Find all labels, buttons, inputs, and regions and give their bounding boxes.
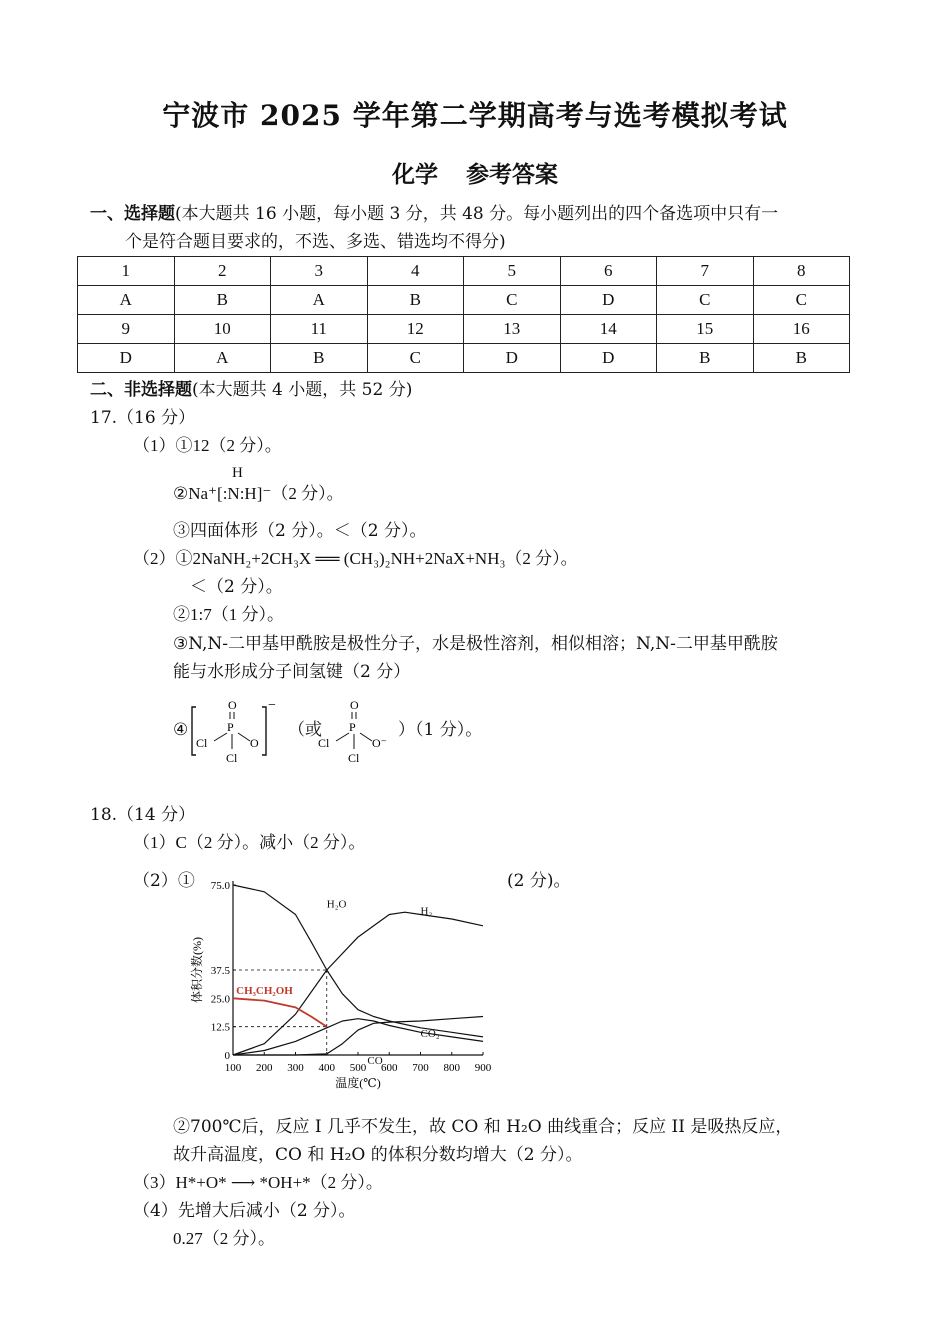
y-tick-label: 75.0: [210, 880, 230, 892]
series-line: [233, 885, 483, 1037]
x-tick-label: 600: [381, 1062, 398, 1074]
series-line: [233, 998, 327, 1026]
table-row: [78, 344, 850, 373]
struct1-p: P: [227, 720, 234, 734]
struct1-o-top: O: [228, 698, 237, 712]
table-cell: C: [753, 286, 850, 315]
struct1-o-right: O: [250, 736, 259, 750]
table-cell: 9: [78, 315, 175, 344]
y-axis-label: 体积分数(%): [190, 937, 204, 1003]
table-cell: A: [174, 344, 271, 373]
struct2-cl-bottom: Cl: [348, 751, 360, 765]
q17-p2-3a: ③N,N-二甲基甲酰胺是极性分子，水是极性溶剂，相似相溶；N,N-二甲基甲酰胺: [173, 634, 778, 654]
series-label: CH₃CH₂OH: [236, 984, 293, 997]
q17-p2-4-num: ④: [173, 720, 189, 740]
q18-p2-label: （2）①: [133, 871, 195, 891]
table-cell: 14: [560, 315, 657, 344]
table-cell: C: [657, 286, 754, 315]
x-tick-label: 900: [474, 1062, 492, 1074]
q17-p1-2-score: （2 分）。: [271, 484, 344, 503]
table-cell: C: [367, 344, 464, 373]
section2-line: [90, 378, 412, 402]
y-tick-label: 0: [224, 1050, 230, 1062]
subject-name: 化学: [392, 161, 438, 188]
q17-p1-3: ③四面体形（2 分）。＜（2 分）。: [173, 521, 427, 541]
section2-heading: 二、非选择题: [90, 380, 192, 400]
q18-p2-2b: 故升高温度，CO 和 H₂O 的体积分数均增大（2 分）。: [173, 1145, 583, 1165]
q18-head: 18.（14 分）: [90, 805, 196, 825]
q18-p4: （4）先增大后减小（2 分）。: [133, 1201, 356, 1221]
table-cell: B: [753, 344, 850, 373]
table-cell: A: [271, 286, 368, 315]
table-row: [78, 315, 850, 344]
series-label: CO: [367, 1055, 383, 1068]
table-cell: 5: [464, 257, 561, 286]
table-cell: 12: [367, 315, 464, 344]
series-label: H₂: [420, 905, 433, 918]
q17-p2-4-score: ）（1 分）。: [398, 720, 483, 740]
struct-bracketed: [190, 695, 280, 765]
table-cell: 16: [753, 315, 850, 344]
x-axis-label: 温度(℃): [335, 1076, 381, 1090]
struct2-cl-left: Cl: [318, 736, 330, 750]
x-tick-label: 200: [256, 1062, 273, 1074]
q18-p3: （3）H*+O* ⟶ *OH+*（2 分）。: [133, 1173, 383, 1192]
section1-desc2: 个是符合题目要求的，不选、多选、错选均不得分): [125, 232, 506, 252]
struct1-cl-left: Cl: [196, 736, 208, 750]
table-cell: B: [174, 286, 271, 315]
series-label: H₂O: [326, 898, 347, 911]
answer-label: 参考答案: [466, 161, 558, 188]
x-tick-label: 500: [349, 1062, 367, 1074]
struct1-cl-bottom: Cl: [226, 751, 238, 765]
table-cell: 15: [657, 315, 754, 344]
answer-table: [77, 256, 850, 373]
section1-heading: 一、选择题: [90, 204, 175, 224]
x-tick-label: 400: [318, 1062, 335, 1074]
q18-p1: （1）C（2 分）。减小（2 分）。: [133, 833, 366, 852]
q17-p2-2: ②1:7（1 分）。: [173, 605, 284, 624]
q17-head: 17.（16 分）: [90, 408, 196, 428]
page-title: 宁波市 2025 学年第二学期高考与选考模拟考试: [162, 99, 788, 132]
page-subtitle: [0, 156, 950, 189]
table-cell: D: [78, 344, 175, 373]
struct2-o-minus: O⁻: [372, 736, 387, 750]
x-tick-label: 700: [412, 1062, 429, 1074]
table-cell: 11: [271, 315, 368, 344]
struct2-p: P: [349, 720, 356, 734]
table-cell: 1: [78, 257, 175, 286]
table-cell: 2: [174, 257, 271, 286]
q18-p4b: 0.27（2 分）。: [173, 1229, 275, 1248]
section2-desc: (本大题共 4 小题，共 52 分): [192, 380, 413, 400]
table-cell: B: [367, 286, 464, 315]
q17-p2-1: （2）①2NaNH₂+2CH₃X ══ (CH₃)₂NH+2NaX+NH₃（2 分）。: [133, 549, 578, 568]
table-cell: B: [271, 344, 368, 373]
table-cell: 13: [464, 315, 561, 344]
section1-desc1: (本大题共 16 小题，每小题 3 分，共 48 分。每小题列出的四个备选项中只有一: [175, 204, 779, 224]
table-row: [78, 257, 850, 286]
q17-p1-1: （1）①12（2 分）。: [133, 436, 282, 455]
table-cell: C: [464, 286, 561, 315]
q17-p2-4-or: （或: [288, 720, 322, 740]
table-cell: 3: [271, 257, 368, 286]
q17-p2-1b: ＜（2 分）。: [190, 577, 283, 597]
q17-p1-2: [173, 482, 344, 506]
q18-p2-score: (2 分)。: [507, 871, 571, 891]
table-cell: 4: [367, 257, 464, 286]
struct1-charge: −: [268, 698, 276, 713]
x-tick-label: 300: [287, 1062, 304, 1074]
table-cell: A: [78, 286, 175, 315]
y-tick-label: 12.5: [210, 1021, 230, 1034]
series-line: [233, 912, 483, 1055]
y-tick-label: 37.5: [210, 965, 230, 977]
q17-p2-3b: 能与水形成分子间氢键（2 分）: [173, 662, 411, 682]
series-line: [233, 1019, 483, 1055]
volume-fraction-chart: [185, 865, 505, 1105]
table-cell: 7: [657, 257, 754, 286]
series-label: CO₂: [420, 1027, 440, 1040]
table-cell: 10: [174, 315, 271, 344]
x-tick-label: 100: [224, 1062, 242, 1074]
table-cell: D: [560, 286, 657, 315]
table-cell: 6: [560, 257, 657, 286]
struct-plain: [318, 695, 398, 765]
section1-line1: [90, 202, 778, 226]
x-tick-label: 800: [443, 1062, 460, 1074]
table-cell: D: [560, 344, 657, 373]
q18-p2-2a: ②700℃后，反应 I 几乎不发生，故 CO 和 H₂O 曲线重合；反应 II 是吸热反应，: [173, 1117, 793, 1137]
y-tick-label: 25.0: [210, 993, 230, 1006]
table-cell: 8: [753, 257, 850, 286]
q17-electron-h: H: [232, 465, 243, 481]
table-row: [78, 286, 850, 315]
q17-electron-formula: ②Na⁺[:N:H]⁻: [173, 484, 272, 503]
table-cell: B: [657, 344, 754, 373]
table-cell: D: [464, 344, 561, 373]
struct2-o-top: O: [350, 698, 359, 712]
